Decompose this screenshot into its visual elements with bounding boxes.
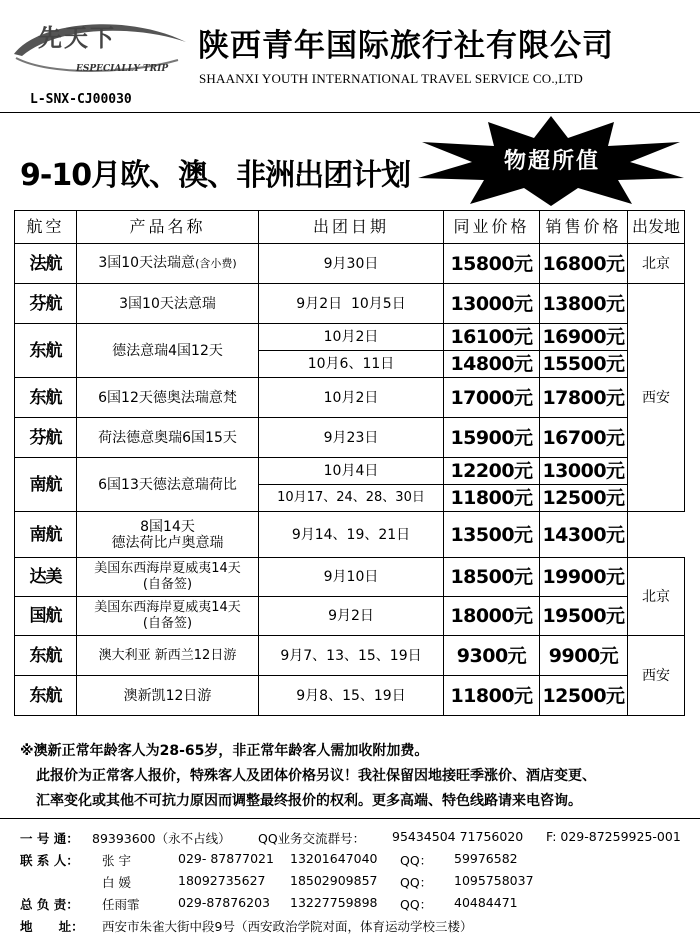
page-title: 9-10月欧、澳、非洲出团计划 [20,158,411,193]
pricing-note-line2: 汇率变化或其他不可抗力原因而调整最终报价的权利。更多高端、特色线路请来电咨询。 [36,793,582,809]
table-row [15,244,685,284]
date-cell: 9月10日 [259,558,444,597]
airline-cell: 南航 [15,458,77,512]
contact-name: 张 宇 [102,853,131,868]
date-cell: 9月30日 [259,244,444,284]
origin-cell: 西安 [628,636,685,716]
date-cell: 10月2日 [259,324,444,351]
table-row [15,284,685,324]
date-cell: 9月2日 [259,597,444,636]
table-row [15,558,685,597]
boss-name: 任雨霏 [102,897,140,912]
trade-price-cell: 17000元 [444,378,540,418]
product-note: (含小费) [195,257,237,270]
col-header-trade-price: 同业价格 [444,211,540,244]
sale-price-cell: 17800元 [540,378,628,418]
product-cell [77,558,259,597]
product-cell: 澳新凯12日游 [77,676,259,716]
product-name: 8国14天 [140,518,195,535]
boss-tel: 029-87876203 [178,895,270,910]
sale-price-cell: 16900元 [540,324,628,351]
contact-qq: 59976582 [454,851,518,866]
trade-price-cell: 13500元 [444,512,540,558]
trade-price-cell: 18000元 [444,597,540,636]
age-note: ※澳新正常年龄客人为28-65岁，非正常年龄客人需加收附加费。 [20,743,429,759]
date-cell: 9月8、15、19日 [259,676,444,716]
qq-group-label: QQ业务交流群号： [258,831,366,846]
product-cell: 德法意瑞4国12天 [77,324,259,378]
boss-mobile: 13227759898 [290,895,378,910]
col-header-origin: 出发地 [628,211,685,244]
sale-price-cell: 9900元 [540,636,628,676]
badge-text: 物超所值 [503,149,600,174]
trade-price-cell: 18500元 [444,558,540,597]
airline-cell: 法航 [15,244,77,284]
table-row [15,378,685,418]
table-row [15,324,685,351]
table-row [15,458,685,485]
date-cell: 9月7、13、15、19日 [259,636,444,676]
date-cell: 10月2日 [259,378,444,418]
origin-cell: 西安 [628,284,685,512]
table-row [15,636,685,676]
airline-cell: 国航 [15,597,77,636]
address-label: 地 址： [20,919,84,934]
fax-value: F: 029-87259925-001 [546,829,681,844]
product-cell: 6国12天德奥法瑞意梵 [77,378,259,418]
boss-qq: 40484471 [454,895,518,910]
col-header-sale-price: 销售价格 [540,211,628,244]
col-header-product: 产品名称 [77,211,259,244]
product-cell [77,597,259,636]
trade-price-cell: 11800元 [444,676,540,716]
contact-qq-label: QQ： [400,853,433,868]
sale-price-cell: 16700元 [540,418,628,458]
col-header-airline: 航空 [15,211,77,244]
trade-price-cell: 15900元 [444,418,540,458]
date-cell: 9月14、19、21日 [259,512,444,558]
logo-text: 先天下 [38,24,116,52]
table-row [15,676,685,716]
sale-price-cell: 13800元 [540,284,628,324]
trade-price-cell: 13000元 [444,284,540,324]
sale-price-cell: 12500元 [540,676,628,716]
hotline-label: 一 号 通： [20,831,79,846]
airline-cell: 东航 [15,378,77,418]
contact-tel: 029- 87877021 [178,851,274,866]
airline-cell: 东航 [15,676,77,716]
pricing-note-line1: 此报价为正常客人报价，特殊客人及团体价格另议！我社保留因地接旺季涨价、酒店变更、 [36,768,596,784]
sale-price-cell: 19900元 [540,558,628,597]
contact-qq: 1095758037 [454,873,534,888]
product-name-line2: 德法荷比卢奥意瑞 [111,534,224,551]
product-name-line2: (自备签) [142,577,193,592]
product-cell [77,244,259,284]
contact-mobile: 18502909857 [290,873,378,888]
table-row [15,597,685,636]
product-name: 3国10天法瑞意 [98,255,196,271]
logo-subtitle: ESPECIALLY TRIP [76,64,169,74]
qq-group-value: 95434504 71756020 [392,829,524,844]
origin-cell: 北京 [628,244,685,284]
contact-qq-label: QQ： [400,875,433,890]
license-number: L-SNX-CJ00030 [30,92,132,107]
airline-cell: 芬航 [15,284,77,324]
table-row [15,418,685,458]
sale-price-cell: 13000元 [540,458,628,485]
date-cell: 9月2日 10月5日 [259,284,444,324]
product-cell: 澳大利亚 新西兰12日游 [77,636,259,676]
table-header-row [15,211,685,244]
airline-cell: 东航 [15,324,77,378]
boss-qq-label: QQ： [400,897,433,912]
origin-cell: 北京 [628,558,685,636]
trade-price-cell: 15800元 [444,244,540,284]
product-name-line2: (自备签) [142,616,193,631]
hotline-value: 89393600（永不占线） [92,831,231,846]
sale-price-cell: 19500元 [540,597,628,636]
product-cell: 6国13天德法意瑞荷比 [77,458,259,512]
contact-name: 白 媛 [102,875,131,890]
product-cell: 荷法德意奥瑞6国15天 [77,418,259,458]
address-value: 西安市朱雀大街中段9号（西安政治学院对面，体育运动学校三楼） [102,919,473,934]
sale-price-cell: 16800元 [540,244,628,284]
date-cell: 10月17、24、28、30日 [259,485,444,512]
footer-divider [0,818,700,819]
company-name-cn: 陕西青年国际旅行社有限公司 [198,28,614,64]
boss-label: 总 负 责： [20,897,79,912]
sale-price-cell: 15500元 [540,351,628,378]
tour-price-table [14,210,685,716]
trade-price-cell: 11800元 [444,485,540,512]
sale-price-cell: 12500元 [540,485,628,512]
col-header-date: 出团日期 [259,211,444,244]
product-cell [77,512,259,558]
product-name: 美国东西海岸夏威夷14天 [94,600,241,615]
contact-tel: 18092735627 [178,873,266,888]
company-name-en: SHAANXI YOUTH INTERNATIONAL TRAVEL SERVICE CO.,LTD [199,71,583,86]
airline-cell: 芬航 [15,418,77,458]
trade-price-cell: 9300元 [444,636,540,676]
header-divider [0,112,700,113]
airline-cell: 南航 [15,512,77,558]
table-row [15,512,685,558]
trade-price-cell: 14800元 [444,351,540,378]
airline-cell: 达美 [15,558,77,597]
date-cell: 10月4日 [259,458,444,485]
sale-price-cell: 14300元 [540,512,628,558]
contact-label: 联 系 人： [20,853,79,868]
airline-cell: 东航 [15,636,77,676]
trade-price-cell: 12200元 [444,458,540,485]
trade-price-cell: 16100元 [444,324,540,351]
date-cell: 9月23日 [259,418,444,458]
contact-mobile: 13201647040 [290,851,378,866]
product-cell: 3国10天法意瑞 [77,284,259,324]
product-name: 美国东西海岸夏威夷14天 [94,561,241,576]
date-cell: 10月6、11日 [259,351,444,378]
